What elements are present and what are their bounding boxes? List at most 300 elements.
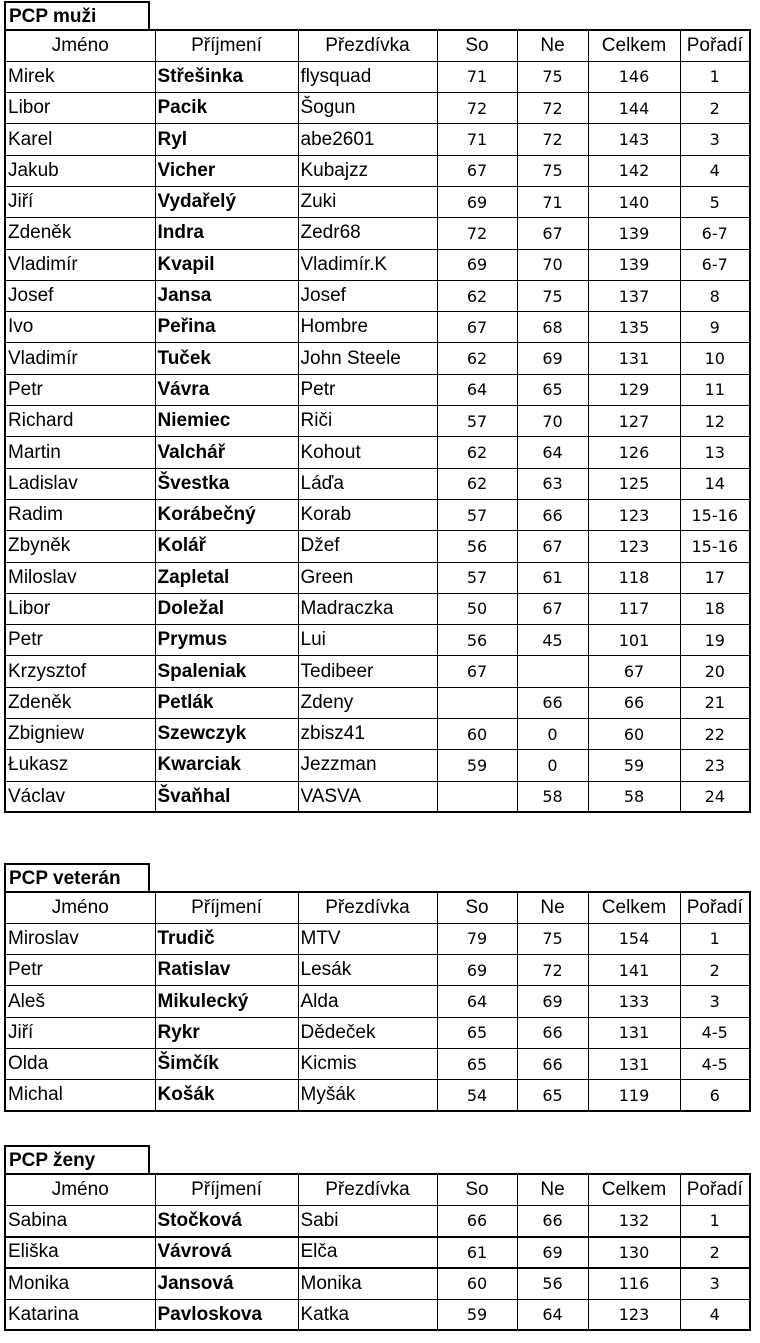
sunday-score-cell: 75 [517, 280, 588, 311]
table-row [5, 1080, 750, 1111]
saturday-score-cell: 67 [437, 656, 517, 687]
column-header: Pořadí [680, 892, 750, 923]
sunday-score-cell: 58 [517, 781, 588, 812]
table-row [5, 93, 750, 124]
saturday-score-cell: 59 [437, 1299, 517, 1330]
first-name-cell: Krzysztof [5, 656, 155, 687]
nickname-cell: Tedibeer [298, 656, 437, 687]
saturday-score-cell: 64 [437, 374, 517, 405]
table-row [5, 781, 750, 812]
table-row [5, 1048, 750, 1079]
sunday-score-cell: 64 [517, 437, 588, 468]
surname-cell: Pacik [155, 93, 298, 124]
sunday-score-cell: 69 [517, 1237, 588, 1268]
rank-cell: 1 [680, 61, 750, 92]
sunday-score-cell: 75 [517, 923, 588, 954]
total-cell: 127 [588, 406, 680, 437]
table-row [5, 656, 750, 687]
total-cell: 130 [588, 1237, 680, 1268]
first-name-cell: Jiří [5, 1017, 155, 1048]
sunday-score-cell: 69 [517, 343, 588, 374]
surname-cell: Indra [155, 218, 298, 249]
saturday-score-cell: 79 [437, 923, 517, 954]
sunday-score-cell: 66 [517, 687, 588, 718]
saturday-score-cell: 65 [437, 1017, 517, 1048]
sunday-score-cell: 67 [517, 531, 588, 562]
table-row [5, 61, 750, 92]
surname-cell: Valchář [155, 437, 298, 468]
rank-cell: 20 [680, 656, 750, 687]
first-name-cell: Łukasz [5, 750, 155, 781]
section-women [4, 1145, 751, 1331]
surname-cell: Košák [155, 1080, 298, 1111]
sunday-score-cell: 75 [517, 155, 588, 186]
sunday-score-cell: 69 [517, 986, 588, 1017]
first-name-cell: Zdeněk [5, 687, 155, 718]
rank-cell: 19 [680, 625, 750, 656]
total-cell: 126 [588, 437, 680, 468]
sunday-score-cell: 67 [517, 593, 588, 624]
column-header: Příjmení [155, 1174, 298, 1205]
first-name-cell: Jakub [5, 155, 155, 186]
saturday-score-cell: 72 [437, 93, 517, 124]
saturday-score-cell: 57 [437, 499, 517, 530]
nickname-cell: Vladimír.K [298, 249, 437, 280]
rank-cell: 9 [680, 312, 750, 343]
first-name-cell: Aleš [5, 986, 155, 1017]
nickname-cell: Kohout [298, 437, 437, 468]
saturday-score-cell [437, 687, 517, 718]
sunday-score-cell: 66 [517, 1017, 588, 1048]
sunday-score-cell: 65 [517, 1080, 588, 1111]
rank-cell: 18 [680, 593, 750, 624]
surname-cell: Kwarciak [155, 750, 298, 781]
first-name-cell: Josef [5, 280, 155, 311]
sunday-score-cell: 65 [517, 374, 588, 405]
nickname-cell: Hombre [298, 312, 437, 343]
rank-cell: 6-7 [680, 249, 750, 280]
table-row [5, 531, 750, 562]
column-header: Přezdívka [298, 1174, 437, 1205]
surname-cell: Doležal [155, 593, 298, 624]
surname-cell: Ratislav [155, 955, 298, 986]
nickname-cell: Riči [298, 406, 437, 437]
first-name-cell: Václav [5, 781, 155, 812]
saturday-score-cell: 62 [437, 437, 517, 468]
column-header: So [437, 892, 517, 923]
table-row [5, 1268, 750, 1299]
surname-cell: Vydařelý [155, 186, 298, 217]
surname-cell: Vávrová [155, 1237, 298, 1268]
rank-cell: 15-16 [680, 499, 750, 530]
rank-cell: 24 [680, 781, 750, 812]
table-row [5, 1299, 750, 1330]
rank-cell: 10 [680, 343, 750, 374]
total-cell: 66 [588, 687, 680, 718]
column-header: Příjmení [155, 30, 298, 61]
saturday-score-cell: 64 [437, 986, 517, 1017]
column-header: Jméno [5, 892, 155, 923]
saturday-score-cell: 66 [437, 1205, 517, 1236]
sunday-score-cell: 67 [517, 218, 588, 249]
saturday-score-cell: 54 [437, 1080, 517, 1111]
first-name-cell: Miroslav [5, 923, 155, 954]
saturday-score-cell: 60 [437, 1268, 517, 1299]
table-row [5, 1017, 750, 1048]
rank-cell: 11 [680, 374, 750, 405]
section-title: PCP veterán [4, 863, 150, 891]
first-name-cell: Jiří [5, 186, 155, 217]
nickname-cell: Láďa [298, 468, 437, 499]
column-header: Příjmení [155, 892, 298, 923]
surname-cell: Trudič [155, 923, 298, 954]
section-title: PCP ženy [4, 1145, 150, 1173]
surname-cell: Střešinka [155, 61, 298, 92]
total-cell: 131 [588, 343, 680, 374]
surname-cell: Spaleniak [155, 656, 298, 687]
sunday-score-cell: 72 [517, 93, 588, 124]
first-name-cell: Radim [5, 499, 155, 530]
saturday-score-cell: 69 [437, 955, 517, 986]
sunday-score-cell: 64 [517, 1299, 588, 1330]
first-name-cell: Zdeněk [5, 218, 155, 249]
rank-cell: 6 [680, 1080, 750, 1111]
nickname-cell: Madraczka [298, 593, 437, 624]
rank-cell: 3 [680, 124, 750, 155]
rank-cell: 3 [680, 986, 750, 1017]
sunday-score-cell: 45 [517, 625, 588, 656]
table-row [5, 374, 750, 405]
total-cell: 67 [588, 656, 680, 687]
nickname-cell: Alda [298, 986, 437, 1017]
first-name-cell: Vladimír [5, 343, 155, 374]
sunday-score-cell: 68 [517, 312, 588, 343]
column-header: So [437, 30, 517, 61]
rank-cell: 8 [680, 280, 750, 311]
total-cell: 132 [588, 1205, 680, 1236]
nickname-cell: Monika [298, 1268, 437, 1299]
nickname-cell: Kubajzz [298, 155, 437, 186]
total-cell: 60 [588, 719, 680, 750]
rank-cell: 6-7 [680, 218, 750, 249]
rank-cell: 3 [680, 1268, 750, 1299]
rank-cell: 17 [680, 562, 750, 593]
table-row [5, 593, 750, 624]
saturday-score-cell: 69 [437, 186, 517, 217]
sunday-score-cell: 72 [517, 955, 588, 986]
section-veteran [4, 863, 751, 1112]
nickname-cell: Josef [298, 280, 437, 311]
total-cell: 119 [588, 1080, 680, 1111]
first-name-cell: Ivo [5, 312, 155, 343]
table-row [5, 343, 750, 374]
surname-cell: Prymus [155, 625, 298, 656]
first-name-cell: Petr [5, 625, 155, 656]
saturday-score-cell: 60 [437, 719, 517, 750]
nickname-cell: Petr [298, 374, 437, 405]
first-name-cell: Katarina [5, 1299, 155, 1330]
nickname-cell: Sabi [298, 1205, 437, 1236]
nickname-cell: John Steele [298, 343, 437, 374]
first-name-cell: Michal [5, 1080, 155, 1111]
table-row [5, 1237, 750, 1268]
rank-cell: 23 [680, 750, 750, 781]
results-table [4, 29, 751, 813]
table-row [5, 923, 750, 954]
first-name-cell: Ladislav [5, 468, 155, 499]
header-row [5, 1174, 750, 1205]
table-row [5, 312, 750, 343]
column-header: So [437, 1174, 517, 1205]
saturday-score-cell: 69 [437, 249, 517, 280]
surname-cell: Vávra [155, 374, 298, 405]
total-cell: 59 [588, 750, 680, 781]
header-row [5, 892, 750, 923]
table-row [5, 499, 750, 530]
surname-cell: Šimčík [155, 1048, 298, 1079]
total-cell: 123 [588, 1299, 680, 1330]
nickname-cell: zbisz41 [298, 719, 437, 750]
saturday-score-cell: 59 [437, 750, 517, 781]
table-row [5, 955, 750, 986]
saturday-score-cell: 56 [437, 625, 517, 656]
sunday-score-cell: 66 [517, 499, 588, 530]
total-cell: 144 [588, 93, 680, 124]
first-name-cell: Mirek [5, 61, 155, 92]
nickname-cell: Džef [298, 531, 437, 562]
nickname-cell: MTV [298, 923, 437, 954]
first-name-cell: Petr [5, 955, 155, 986]
surname-cell: Petlák [155, 687, 298, 718]
sunday-score-cell: 75 [517, 61, 588, 92]
total-cell: 139 [588, 249, 680, 280]
saturday-score-cell: 67 [437, 155, 517, 186]
first-name-cell: Petr [5, 374, 155, 405]
saturday-score-cell: 71 [437, 124, 517, 155]
surname-cell: Kvapil [155, 249, 298, 280]
column-header: Pořadí [680, 1174, 750, 1205]
saturday-score-cell: 65 [437, 1048, 517, 1079]
table-row [5, 986, 750, 1017]
nickname-cell: Katka [298, 1299, 437, 1330]
rank-cell: 2 [680, 93, 750, 124]
table-row [5, 1205, 750, 1236]
sunday-score-cell: 0 [517, 719, 588, 750]
column-header: Přezdívka [298, 892, 437, 923]
saturday-score-cell: 50 [437, 593, 517, 624]
table-row [5, 625, 750, 656]
column-header: Ne [517, 30, 588, 61]
section-title: PCP muži [4, 1, 150, 29]
total-cell: 139 [588, 218, 680, 249]
nickname-cell: Green [298, 562, 437, 593]
surname-cell: Peřina [155, 312, 298, 343]
total-cell: 129 [588, 374, 680, 405]
nickname-cell: flysquad [298, 61, 437, 92]
total-cell: 131 [588, 1017, 680, 1048]
total-cell: 133 [588, 986, 680, 1017]
first-name-cell: Karel [5, 124, 155, 155]
total-cell: 116 [588, 1268, 680, 1299]
surname-cell: Ryl [155, 124, 298, 155]
total-cell: 143 [588, 124, 680, 155]
table-row [5, 155, 750, 186]
rank-cell: 13 [680, 437, 750, 468]
first-name-cell: Eliška [5, 1237, 155, 1268]
column-header: Pořadí [680, 30, 750, 61]
first-name-cell: Monika [5, 1268, 155, 1299]
surname-cell: Mikulecký [155, 986, 298, 1017]
rank-cell: 2 [680, 1237, 750, 1268]
surname-cell: Zapletal [155, 562, 298, 593]
sunday-score-cell: 70 [517, 406, 588, 437]
surname-cell: Niemiec [155, 406, 298, 437]
total-cell: 125 [588, 468, 680, 499]
nickname-cell: Lui [298, 625, 437, 656]
surname-cell: Stočková [155, 1205, 298, 1236]
rank-cell: 1 [680, 1205, 750, 1236]
surname-cell: Korábečný [155, 499, 298, 530]
total-cell: 58 [588, 781, 680, 812]
rank-cell: 4 [680, 1299, 750, 1330]
column-header: Celkem [588, 30, 680, 61]
table-row [5, 562, 750, 593]
total-cell: 135 [588, 312, 680, 343]
nickname-cell: Elča [298, 1237, 437, 1268]
table-row [5, 280, 750, 311]
nickname-cell: Lesák [298, 955, 437, 986]
nickname-cell: Jezzman [298, 750, 437, 781]
surname-cell: Szewczyk [155, 719, 298, 750]
saturday-score-cell: 56 [437, 531, 517, 562]
total-cell: 101 [588, 625, 680, 656]
nickname-cell: Šogun [298, 93, 437, 124]
sunday-score-cell: 70 [517, 249, 588, 280]
nickname-cell: Zuki [298, 186, 437, 217]
first-name-cell: Zbyněk [5, 531, 155, 562]
first-name-cell: Richard [5, 406, 155, 437]
total-cell: 117 [588, 593, 680, 624]
total-cell: 146 [588, 61, 680, 92]
table-row [5, 124, 750, 155]
column-header: Ne [517, 1174, 588, 1205]
rank-cell: 14 [680, 468, 750, 499]
rank-cell: 4-5 [680, 1048, 750, 1079]
rank-cell: 4 [680, 155, 750, 186]
surname-cell: Rykr [155, 1017, 298, 1048]
column-header: Jméno [5, 1174, 155, 1205]
surname-cell: Jansová [155, 1268, 298, 1299]
surname-cell: Vicher [155, 155, 298, 186]
saturday-score-cell: 62 [437, 468, 517, 499]
nickname-cell: Zedr68 [298, 218, 437, 249]
surname-cell: Švestka [155, 468, 298, 499]
column-header: Ne [517, 892, 588, 923]
sunday-score-cell: 66 [517, 1048, 588, 1079]
total-cell: 141 [588, 955, 680, 986]
saturday-score-cell: 62 [437, 343, 517, 374]
first-name-cell: Libor [5, 93, 155, 124]
saturday-score-cell: 61 [437, 1237, 517, 1268]
rank-cell: 15-16 [680, 531, 750, 562]
saturday-score-cell: 57 [437, 406, 517, 437]
table-row [5, 468, 750, 499]
first-name-cell: Miloslav [5, 562, 155, 593]
saturday-score-cell: 57 [437, 562, 517, 593]
surname-cell: Švaňhal [155, 781, 298, 812]
rank-cell: 12 [680, 406, 750, 437]
table-row [5, 406, 750, 437]
saturday-score-cell: 71 [437, 61, 517, 92]
nickname-cell: Myšák [298, 1080, 437, 1111]
surname-cell: Jansa [155, 280, 298, 311]
rank-cell: 1 [680, 923, 750, 954]
first-name-cell: Libor [5, 593, 155, 624]
column-header: Celkem [588, 1174, 680, 1205]
section-men [4, 1, 751, 813]
first-name-cell: Zbigniew [5, 719, 155, 750]
table-row [5, 249, 750, 280]
total-cell: 123 [588, 531, 680, 562]
surname-cell: Pavloskova [155, 1299, 298, 1330]
rank-cell: 21 [680, 687, 750, 718]
column-header: Celkem [588, 892, 680, 923]
sunday-score-cell: 72 [517, 124, 588, 155]
total-cell: 137 [588, 280, 680, 311]
nickname-cell: abe2601 [298, 124, 437, 155]
saturday-score-cell [437, 781, 517, 812]
surname-cell: Tuček [155, 343, 298, 374]
table-row [5, 437, 750, 468]
table-row [5, 687, 750, 718]
total-cell: 123 [588, 499, 680, 530]
table-row [5, 719, 750, 750]
total-cell: 140 [588, 186, 680, 217]
surname-cell: Kolář [155, 531, 298, 562]
nickname-cell: Kicmis [298, 1048, 437, 1079]
first-name-cell: Sabina [5, 1205, 155, 1236]
nickname-cell: Korab [298, 499, 437, 530]
total-cell: 131 [588, 1048, 680, 1079]
sunday-score-cell: 63 [517, 468, 588, 499]
rank-cell: 2 [680, 955, 750, 986]
nickname-cell: VASVA [298, 781, 437, 812]
first-name-cell: Vladimír [5, 249, 155, 280]
table-row [5, 750, 750, 781]
sunday-score-cell: 66 [517, 1205, 588, 1236]
rank-cell: 5 [680, 186, 750, 217]
saturday-score-cell: 72 [437, 218, 517, 249]
sunday-score-cell [517, 656, 588, 687]
results-table [4, 1173, 751, 1331]
total-cell: 118 [588, 562, 680, 593]
sunday-score-cell: 0 [517, 750, 588, 781]
rank-cell: 4-5 [680, 1017, 750, 1048]
table-row [5, 186, 750, 217]
rank-cell: 22 [680, 719, 750, 750]
first-name-cell: Olda [5, 1048, 155, 1079]
header-row [5, 30, 750, 61]
results-table [4, 891, 751, 1112]
total-cell: 142 [588, 155, 680, 186]
nickname-cell: Zdeny [298, 687, 437, 718]
sunday-score-cell: 71 [517, 186, 588, 217]
column-header: Přezdívka [298, 30, 437, 61]
sunday-score-cell: 56 [517, 1268, 588, 1299]
table-row [5, 218, 750, 249]
nickname-cell: Dědeček [298, 1017, 437, 1048]
column-header: Jméno [5, 30, 155, 61]
